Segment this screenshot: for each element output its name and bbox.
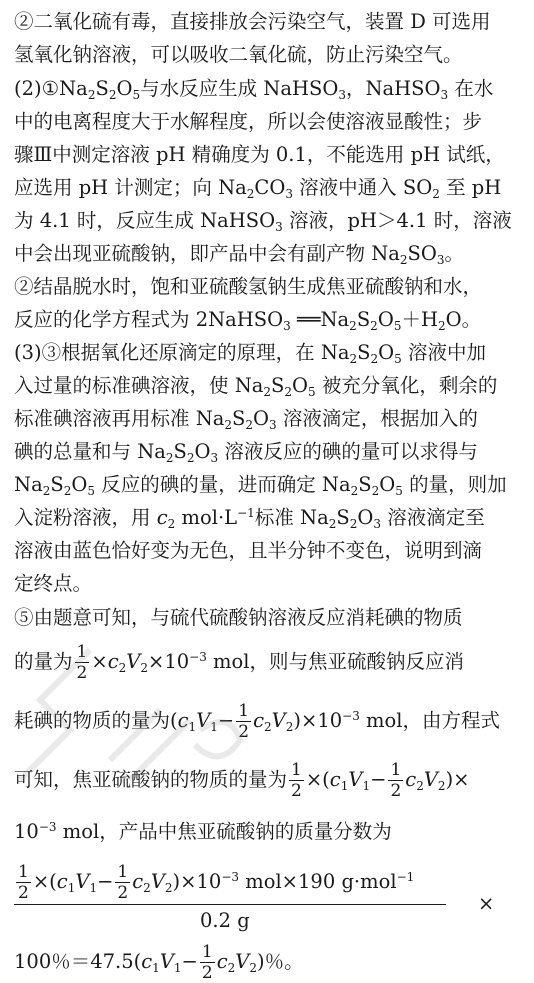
fraction: $\frac{1}{2}$	[76, 642, 88, 683]
text-line: $10^{-3}$ mol，产品中焦亚硫酸钠的质量分数为	[14, 820, 392, 843]
math-line: 的量为 $\frac{1}{2}$ $\times c_2V_2\times 10^{-3}$ mol，则与焦亚硫酸钠反应消	[14, 642, 465, 683]
fraction: $\frac{1}{2}$	[238, 701, 250, 742]
text-line: 中会出现亚硫酸钠，即产品中会有副产物 $Na_2SO_3$。	[14, 242, 465, 267]
text-line: 中的电离程度大于水解程度，所以会使溶液显酸性；步	[14, 110, 483, 133]
math-line: 可知，焦亚硫酸钠的物质的量为 $\frac{1}{2}$ $\times(c_1V_1-$ $\frac{1}{2}$ $c_2V_2)\times$	[14, 760, 470, 801]
text-line: 溶液由蓝色恰好变为无色，且半分钟不变色，说明到滴	[14, 539, 483, 562]
text-line: 入过量的标准碘溶液，使 $Na_2S_2O_5$ 被充分氧化，剩余的	[14, 374, 498, 399]
text-line: 氢氧化钠溶液，可以吸收二氧化硫，防止污染空气。	[14, 43, 463, 66]
fraction: $\frac{1}{2}$	[291, 760, 302, 801]
fraction-bar	[14, 904, 446, 905]
text-line: ②二氧化硫有毒，直接排放会污染空气，装置 D 可选用	[14, 10, 491, 33]
math-line: 100％$=47.5(c_1V_1-$ $\frac{1}{2}$ $c_2V_2$)％。	[14, 942, 304, 983]
text-line: 应选用 pH 计测定；向 $Na_2CO_3$ 溶液中通入 $SO_2$ 至 pH	[14, 176, 502, 201]
text-line: $(2)①Na_2S_2O_5$与水反应生成 NaHSO$_3$，NaHSO$_3$ 在水	[14, 77, 494, 102]
text-line: 定终点。	[14, 572, 93, 595]
text-line: (3)③根据氧化还原滴定的原理，在 $Na_2S_2O_5$ 溶液中加	[14, 341, 486, 366]
text-line: ⑤由题意可知，与硫代硫酸钠溶液反应消耗碘的物质	[14, 606, 463, 629]
text-line: ②结晶脱水时，饱和亚硫酸氢钠生成焦亚硫酸钠和水，	[14, 275, 483, 298]
text-line: 碘的总量和与 $Na_2S_2O_3$ 溶液反应的碘的量可以求得与	[14, 440, 478, 465]
big-fraction-numerator: $\frac{1}{2}$ $\times(c_1V_1-$ $\frac{1}{2}$ $c_2V_2)\times 10^{-3}$ mol×190 g·mol$^{-1}$	[18, 862, 415, 903]
text-line: 骤Ⅲ中测定溶液 pH 精确度为 0.1，不能选用 pH 试纸，	[14, 143, 505, 166]
fraction: $\frac{1}{2}$	[201, 942, 213, 983]
big-fraction-denominator: 0.2 g	[200, 909, 250, 932]
fraction: $\frac{1}{2}$	[390, 760, 402, 801]
text-line: 为 4.1 时，反应生成 NaHSO$_3$ 溶液，pH＞4.1 时，溶液	[14, 209, 512, 234]
fraction: $\frac{1}{2}$	[18, 862, 29, 903]
math-line: 耗碘的物质的量为($c_1V_1-$ $\frac{1}{2}$ $c_2V_2)\times 10^{-3}$ mol，由方程式	[14, 701, 501, 742]
text-line: 标准碘溶液再用标准 $Na_2S_2O_3$ 溶液滴定，根据加入的	[14, 407, 478, 432]
chemical-equation: 反应的化学方程式为 2NaHSO$_3$ $══Na_2S_2O_5+H_2O$。	[14, 308, 482, 333]
fraction: $\frac{1}{2}$	[117, 862, 129, 903]
times-sign: ×	[478, 892, 495, 915]
text-line: 入淀粉溶液，用 $c_2$ $mol\cdot L^{-1}$标准 $Na_2S_2O_3$ 溶液滴定至	[14, 506, 485, 531]
text-line: $Na_2S_2O_5$ 反应的碘的量，进而确定 $Na_2S_2O_5$ 的量，则加	[14, 473, 507, 498]
